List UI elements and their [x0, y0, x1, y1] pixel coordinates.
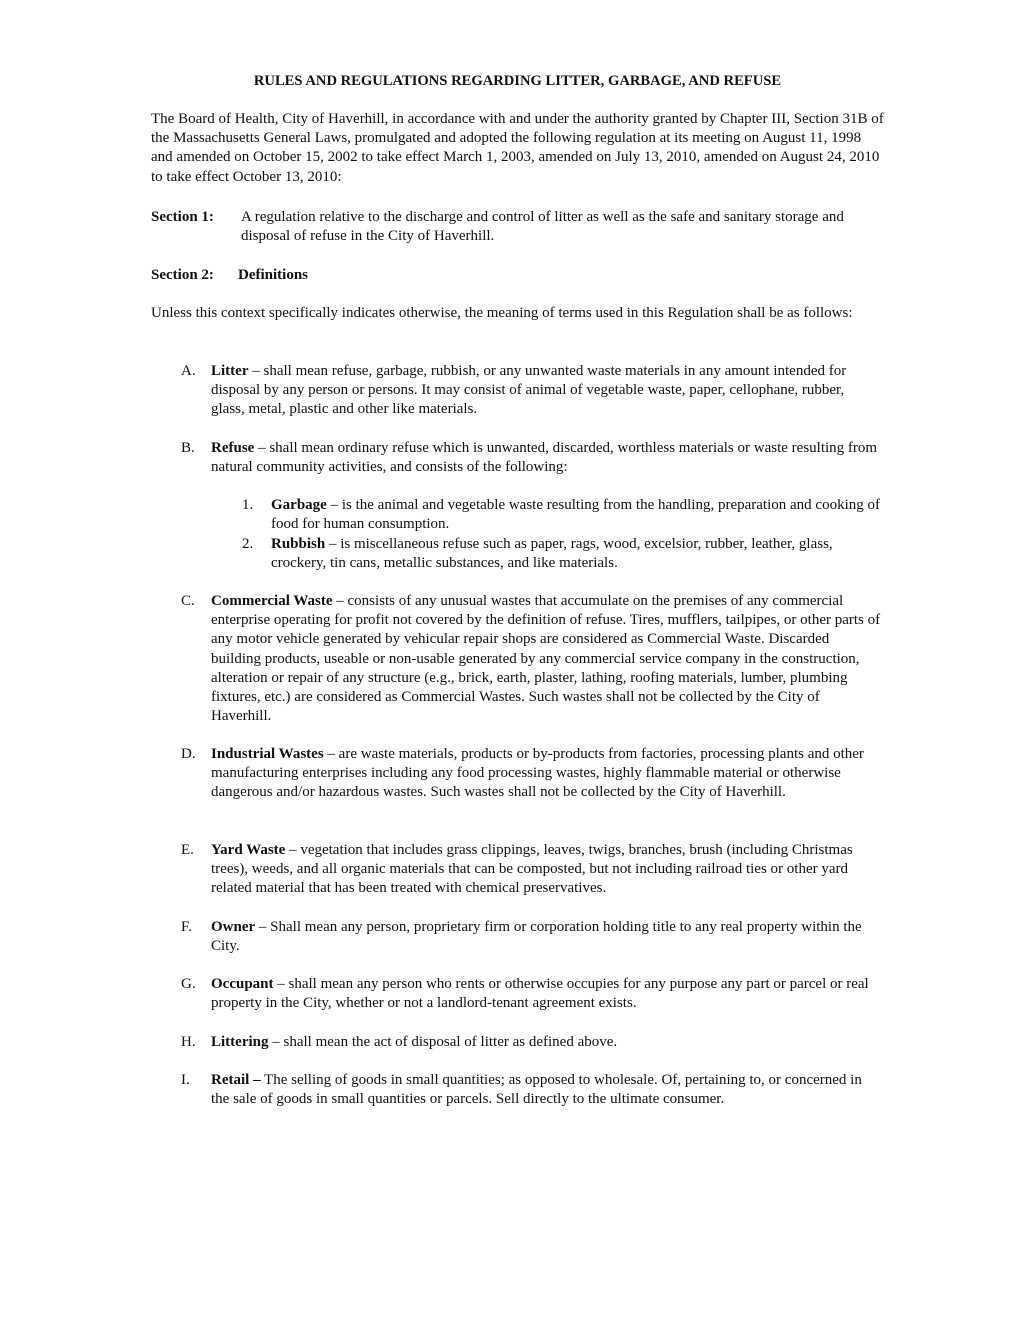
- section-1-text: A regulation relative to the discharge and control of litter as well as the safe and sanitary storage and disposal of refuse in the City of Haverhill.: [241, 209, 844, 245]
- definition-text: – consists of any unusual wastes that accumulate on the premises of any commercial enterprise operating for profit not covered by the definition of refuse. Tires, mufflers, tailpipes, or other parts of any motor vehicle generated by vehicular repair shops are considered as Commercial Waste. Discarded building products, useable or non-usable generated by any commercial service company in the construction, alteration or repair of any structure (e.g., brick, earth, plaster, lathing, roofing materials, lumber, plumbing fixtures, etc.) are considered as Commercial Wastes. Such wastes shall not be collected by the City of Haverhill.: [211, 593, 881, 725]
- refuse-item-rubbish: [271, 535, 881, 573]
- refuse-item-term: Rubbish: [271, 536, 326, 552]
- definition-text: – are waste materials, products or by-products from factories, processing plants and other manufacturing enterprises including any food processing wastes, highly flammable material or otherwise dangerous and/or hazardous wastes. Such wastes shall not be collected by the City of Haverhill.: [211, 746, 864, 801]
- document-title: RULES AND REGULATIONS REGARDING LITTER, GARBAGE, AND REFUSE: [253, 73, 782, 89]
- definition-term: Litter: [211, 363, 249, 379]
- section-2-label: Section 2:: [151, 267, 214, 283]
- definition-term: Littering: [211, 1034, 269, 1050]
- definition-letter: D.: [181, 746, 196, 762]
- refuse-item-term: Garbage: [271, 497, 327, 513]
- refuse-item-number: 2.: [242, 536, 254, 552]
- refuse-item-text: – is miscellaneous refuse such as paper, rags, wood, excelsior, rubber, leather, glass, crockery, tin cans, metallic substances, and like materials.: [271, 536, 833, 572]
- definition-text: – shall mean ordinary refuse which is unwanted, discarded, worthless materials or waste resulting from natural community activities, and consists of the following:: [211, 440, 878, 476]
- definition-refuse: [211, 439, 881, 477]
- definition-term: Yard Waste: [211, 842, 286, 858]
- definition-letter: G.: [181, 976, 196, 992]
- section-2-title: Definitions: [238, 267, 309, 283]
- definition-text: – shall mean the act of disposal of litter as defined above.: [268, 1034, 618, 1050]
- refuse-item-number: 1.: [242, 497, 254, 513]
- definition-term: Refuse: [211, 440, 255, 456]
- definition-litter: [211, 362, 881, 420]
- definition-commercial-waste: [211, 592, 881, 726]
- definition-letter: A.: [181, 363, 196, 379]
- definition-term: Owner: [211, 919, 256, 935]
- definition-letter: F.: [181, 919, 192, 935]
- definition-industrial-wastes: [211, 745, 881, 803]
- definition-letter: H.: [181, 1034, 196, 1050]
- definition-letter: I.: [181, 1072, 190, 1088]
- definition-text: – shall mean any person who rents or otherwise occupies for any purpose any part or parcel or real property in the City, whether or not a landlord-tenant agreement exists.: [211, 976, 869, 1012]
- definition-letter: B.: [181, 440, 195, 456]
- intro-paragraph: The Board of Health, City of Haverhill, in accordance with and under the authority granted by Chapter III, Section 31B of the Massachusetts General Laws, promulgated and adopted the following regulation at its meeting on August 11, 1998 and amended on October 15, 2002 to take effect March 1, 2003, amended on July 13, 2010, amended on August 24, 2010 to take effect October 13, 2010:: [151, 111, 884, 185]
- definition-text: The selling of goods in small quantities; as opposed to wholesale. Of, pertaining to, or concerned in the sale of goods in small quantities or parcels. Sell directly to the ultimate consumer.: [211, 1072, 862, 1108]
- refuse-item-garbage: [271, 496, 881, 534]
- definition-text: – Shall mean any person, proprietary firm or corporation holding title to any real property within the City.: [211, 919, 862, 955]
- definition-retail: [211, 1071, 881, 1109]
- section-1-label: Section 1:: [151, 209, 214, 225]
- definition-term: Retail –: [211, 1072, 261, 1088]
- definition-term: Occupant: [211, 976, 274, 992]
- definition-term: Commercial Waste: [211, 593, 333, 609]
- definitions-intro: Unless this context specifically indicates otherwise, the meaning of terms used in this Regulation shall be as follows:: [151, 305, 853, 321]
- definition-littering: [211, 1033, 881, 1052]
- definition-letter: E.: [181, 842, 194, 858]
- definition-letter: C.: [181, 593, 195, 609]
- definition-occupant: [211, 975, 881, 1013]
- definition-yard-waste: [211, 841, 881, 899]
- definition-owner: [211, 918, 881, 956]
- definition-text: – shall mean refuse, garbage, rubbish, or any unwanted waste materials in any amount intended for disposal by any person or persons. It may consist of animal of vegetable waste, paper, cellophane, rubber, glass, metal, plastic and other like materials.: [211, 363, 847, 418]
- definition-term: Industrial Wastes: [211, 746, 324, 762]
- refuse-item-text: – is the animal and vegetable waste resulting from the handling, preparation and cooking of food for human consumption.: [271, 497, 880, 533]
- definition-text: – vegetation that includes grass clippings, leaves, twigs, branches, brush (including Christmas trees), weeds, and all organic materials that can be composted, but not including railroad ties or other yard related material that has been treated with chemical preservatives.: [211, 842, 853, 897]
